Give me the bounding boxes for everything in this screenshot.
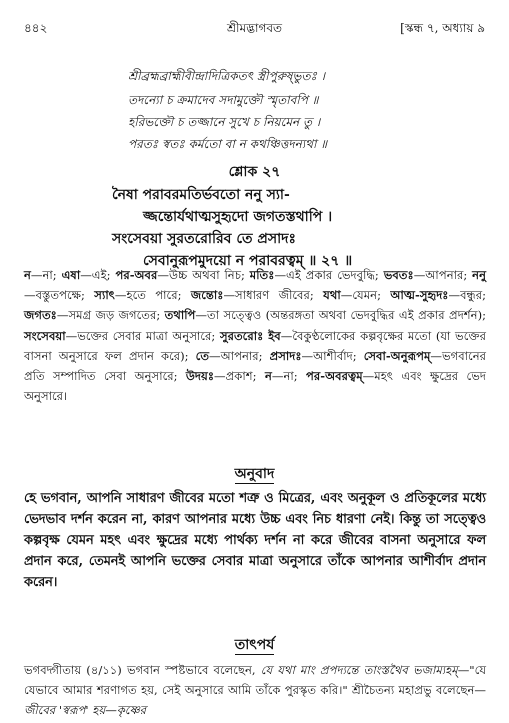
purport-text-part: ভগবদ্গীতায় (৪/১১) ভগবান স্পষ্টভাবে বলেছেন, <box>24 663 261 677</box>
book-title: শ্রীমদ্ভাগবত <box>226 21 283 35</box>
shloka-line: নৈষা পরাবরমতির্ভবতো ননু স্যা- <box>112 187 290 203</box>
synonym-meaning: হতে পারে; <box>126 288 191 303</box>
synonym-word: এষা <box>61 268 81 282</box>
synonym-meaning: বৈকুণ্ঠলোকের কল্পবৃক্ষের মতো (যা ভক্তের বাসনা অনুসারে ফল প্রদান করে); <box>24 328 486 363</box>
shloka-heading: শ্লোক ২৭ <box>228 164 281 180</box>
translation-text: হে ভগবান, আপনি সাধারণ জীবের মতো শত্রু ও মিত্রের, এবং অনুকূল ও প্রতিকূলের মধ্যে ভেদভাব দর্শন করেন না, কারণ আপনার মধ্যে উচ্চ এবং নিচ ধারণা নেই। কিন্তু তা সত্ত্বেও কল্পবৃক্ষ যেমন মহৎ এবং ক্ষুদ্রের মধ্যে পার্থক্য দর্শন না করে জীবের বাসনা অনুসারে ফল প্রদান করে, তেমনই আপনি ভক্তের সেবার মাত্রা অনুসারে তাঁকে আপনার আশীর্বাদ প্রদান করেন। <box>24 491 486 590</box>
top-verse-line: পরতঃ স্বতঃ কর্মতো বা ন কথঞ্চিত্তদন্যথা ॥ <box>128 137 328 151</box>
purport-quote: জীবের 'স্বরূপ' হয়—কৃষ্ণের <box>24 703 147 717</box>
synonym-word: প্রসাদঃ <box>269 348 302 363</box>
shloka-line: সংসেবয়া সুরতরোরিব তে প্রসাদঃ <box>112 231 296 247</box>
synonym-meaning: ভগবানের প্রতি সম্পাদিত সেবা অনুসারে; <box>24 348 486 384</box>
synonym-meaning: না; <box>42 268 62 282</box>
page-number: ৪৪২ <box>24 21 48 35</box>
synonym-word: সুরতরোঃ ইব <box>219 328 281 343</box>
purport-text-part: —"যে যেভাবে আমার শরণাগত হয়, সেই অনুসারে আমি তাঁকে পুরস্কৃত করি।" শ্রীচৈতন্য মহাপ্রভু বলেছেন— <box>24 663 486 697</box>
top-verse-line: হরিভক্তৌ চ তজ্জানে সুখে চ নিয়মেন তু । <box>128 115 321 129</box>
purport-text <box>24 660 486 720</box>
synonym-meaning: যেমন; <box>352 288 391 303</box>
synonym-word: সেবা-অনুরূপম্ <box>363 348 431 363</box>
synonym-meaning: উচ্চ অথবা নিচ; <box>168 268 250 282</box>
top-verse-line: শ্রীব্রহ্মব্রাহ্মীবীন্দ্রাদিত্রিকতৎ স্ত্রীপুরুষ্ভুতঃ । <box>128 69 325 83</box>
synonym-word: ননু <box>472 268 487 282</box>
synonym-meaning: সাধারণ জীবের; <box>235 288 324 303</box>
synonym-word: উদয়ঃ <box>185 369 215 384</box>
running-header <box>24 20 485 40</box>
synonym-word: তে <box>195 348 210 363</box>
word-for-word-synonyms: ন—না; এষা—এই; পর-অবর—উচ্চ অথবা নিচ; মতিঃ—এই প্রকার ভেদবুদ্ধি; ভবতঃ—আপনার; ননু—বস্তুতপক্ষে; স্যাৎ—হতে পারে; জন্তোঃ—সাধারণ জীবের; যথা—যেমন; আত্ম-সুহৃদঃ—বন্ধুর; জগতঃ—সমগ্র জড় জগতের; তথাপি—তা সত্ত্বেও (অন্তরঙ্গতা অথবা ভেদবুদ্ধির এই প্রকার প্রদর্শন); সংসেবয়া—ভক্তের সেবার মাত্রা অনুসারে; সুরতরোঃ ইব—বৈকুণ্ঠলোকের কল্পবৃক্ষের মতো (যা ভক্তের বাসনা অনুসারে ফল প্রদান করে); তে—আপনার; প্রসাদঃ—আশীর্বাদ; সেবা-অনুরূপম্—ভগবানের প্রতি সম্পাদিত সেবা অনুসারে; উদয়ঃ—প্রকাশ; ন—না; পর-অবরত্বম্—মহৎ এবং ক্ষুদ্রের ভেদ অনুসারে। <box>24 268 487 404</box>
chapter-reference: [স্কন্ধ ৭, অধ্যায় ৯ <box>400 21 485 35</box>
synonym-meaning: এই; <box>91 268 116 282</box>
synonym-meaning: বন্ধুর; <box>460 288 486 303</box>
synonym-word: জগতঃ <box>24 308 57 323</box>
synonym-word: আত্ম-সুহৃদঃ <box>390 288 449 303</box>
top-verse-line: তদন্যো চ ক্রমাদেব সদামুক্তৌ স্মৃতাবপি ॥ <box>128 93 319 107</box>
shloka-line: সেবানুরূপমুদয়ো ন পরাবরত্বম্ ॥ ২৭ ॥ <box>143 253 353 269</box>
purport-heading <box>0 633 509 657</box>
synonym-word: তথাপি <box>164 308 196 323</box>
synonym-meaning: তা সত্ত্বেও (অন্তরঙ্গতা অথবা ভেদবুদ্ধির এই প্রকার প্রদর্শন); <box>207 308 486 323</box>
synonym-meaning: মহৎ এবং ক্ষুদ্রের ভেদ অনুসারে। <box>24 369 486 404</box>
synonym-word: মতিঃ <box>249 268 275 282</box>
synonym-meaning: আশীর্বাদ; <box>313 348 364 363</box>
shloka-line: জ্জন্তোর্যথাত্মসুহৃদো জগতস্তথাপি । <box>143 209 333 225</box>
synonym-word: ভবতঃ <box>383 268 414 282</box>
purport-quote: যে যথা মাং প্রপদ্যন্তে তাংস্তথৈব ভজাম্যহম্ <box>260 663 458 677</box>
synonym-meaning: সমগ্র জড় জগতের; <box>68 308 165 323</box>
synonym-word: স্যাৎ <box>94 288 115 303</box>
translation-heading-text: অনুবাদ <box>234 466 275 482</box>
synonym-meaning: ভক্তের সেবার মাত্রা অনুসারে; <box>77 328 220 343</box>
synonym-word: ন <box>264 369 272 384</box>
synonym-meaning: আপনার; <box>425 268 473 282</box>
synonym-word: যথা <box>323 288 341 303</box>
translation-heading <box>0 462 509 486</box>
synonym-word: পর-অবরত্বম্ <box>306 369 363 384</box>
synonym-word: পর-অবর <box>115 268 158 282</box>
synonym-meaning: বস্তুতপক্ষে; <box>35 288 95 303</box>
synonym-meaning: না; <box>283 369 307 384</box>
synonym-word: জন্তোঃ <box>190 288 224 303</box>
synonym-word: ন <box>24 268 31 282</box>
purport-heading-text: তাৎপর্য <box>234 637 275 653</box>
synonym-meaning: আপনার; <box>220 348 270 363</box>
synonym-meaning: এই প্রকার ভেদবুদ্ধি; <box>286 268 384 282</box>
synonym-meaning: প্রকাশ; <box>225 369 265 384</box>
synonym-word: সংসেবয়া <box>24 328 66 343</box>
